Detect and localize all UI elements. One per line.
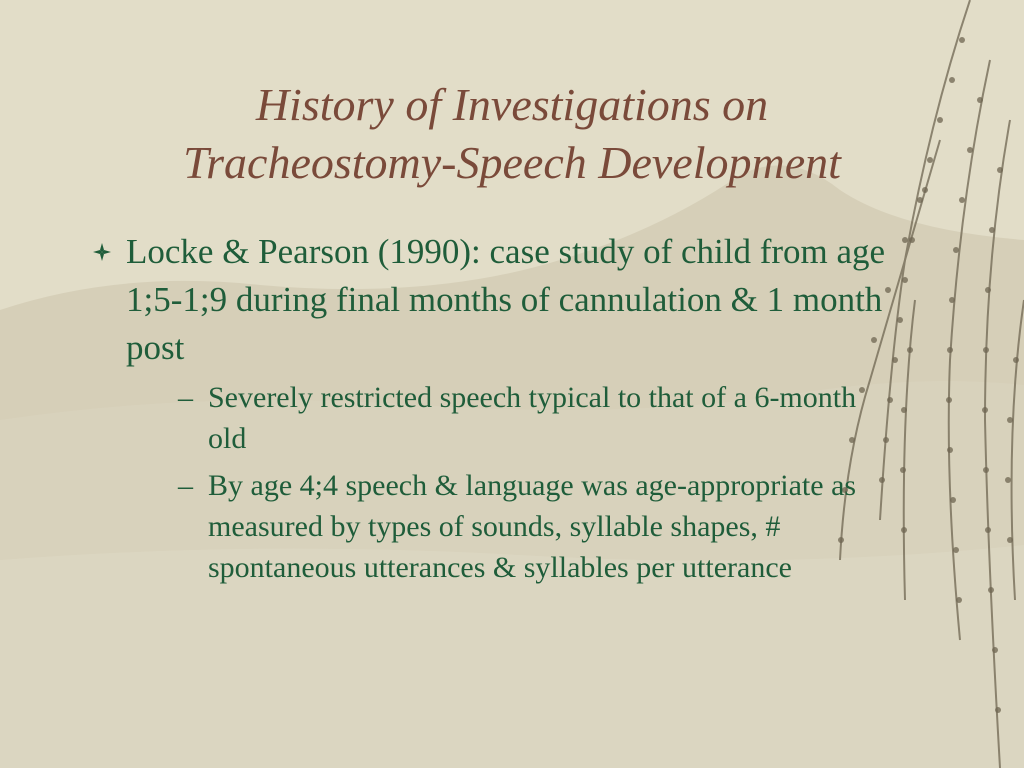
sub-bullet-text: Severely restricted speech typical to that of a 6-month old [208,381,857,455]
dash-marker: – [178,469,193,502]
bullet-text: Locke & Pearson (1990): case study of child from age 1;5-1;9 during final months of cannulation & 1 month post [126,232,886,367]
slide-title [60,76,964,192]
sub-bullet-list [126,377,940,588]
sub-bullet-item [126,465,898,588]
title-line-2: Tracheostomy-Speech Development [183,137,841,188]
diamond-bullet-icon [92,242,112,262]
sub-bullet-item [126,377,898,459]
title-line-1: History of Investigations on [255,79,769,130]
slide-body [90,228,940,594]
bullet-item [90,228,940,588]
sub-bullet-text: By age 4;4 speech & language was age-appropriate as measured by types of sounds, syllable shapes, # spontaneous utterances & syllables per utterance [208,469,857,584]
dash-marker: – [178,381,193,414]
